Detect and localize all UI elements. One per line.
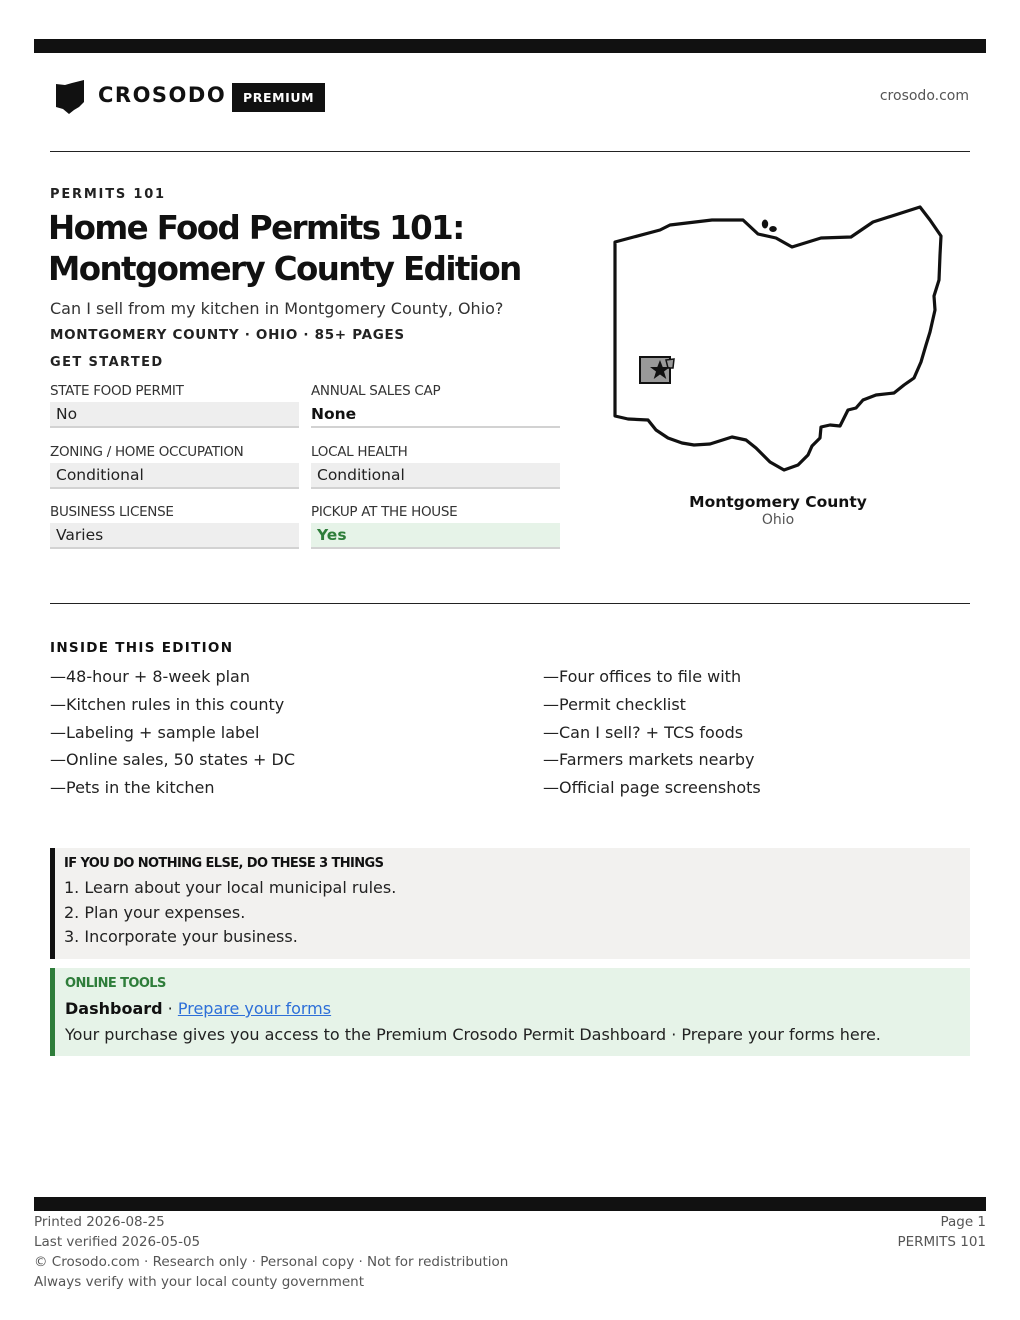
ohio-state-shape-icon xyxy=(55,80,85,114)
footer-right xyxy=(897,1212,986,1252)
inside-edition-list-left xyxy=(50,665,295,804)
edition-meta: MONTGOMERY COUNTY · OHIO · 85+ PAGES xyxy=(50,327,405,343)
map-caption xyxy=(608,493,948,528)
top-rule-bar xyxy=(34,39,986,53)
get-started-label: GET STARTED xyxy=(50,355,164,370)
field-label: ANNUAL SALES CAP xyxy=(311,383,441,399)
list-item: —Farmers markets nearby xyxy=(543,750,755,770)
list-item: —Kitchen rules in this county xyxy=(50,694,285,714)
field-pickup-at-house xyxy=(311,502,560,549)
eyebrow-label: PERMITS 101 xyxy=(50,187,166,202)
premium-badge: PREMIUM xyxy=(232,83,325,112)
dashboard-description: Your purchase gives you access to the Premium Crosodo Permit Dashboard · Prepare your forms here. xyxy=(65,1025,881,1044)
printed-date: Printed 2026-08-25 xyxy=(34,1214,165,1230)
inside-edition-label: INSIDE THIS EDITION xyxy=(50,640,234,656)
verified-date: Last verified 2026-05-05 xyxy=(34,1234,201,1250)
list-item: —Can I sell? + TCS foods xyxy=(543,722,744,742)
page-number: Page 1 xyxy=(940,1214,986,1230)
lake-island xyxy=(769,226,777,232)
field-label: BUSINESS LICENSE xyxy=(50,504,174,520)
field-zoning-home-occupation xyxy=(50,442,299,489)
field-business-license xyxy=(50,502,299,549)
inside-edition-list-right xyxy=(543,665,761,804)
callout-title: IF YOU DO NOTHING ELSE, DO THESE 3 THINGS xyxy=(64,856,384,871)
brand-name: CROSODO xyxy=(98,83,227,107)
list-item: —Four offices to file with xyxy=(543,667,742,686)
list-item: —Permit checklist xyxy=(543,694,686,714)
list-item: —Official page screenshots xyxy=(543,778,761,798)
step-item: 1. Learn about your local municipal rules. xyxy=(64,878,397,897)
dashboard-line xyxy=(65,996,970,1022)
ohio-outline xyxy=(615,207,941,470)
header xyxy=(50,78,970,116)
step-item: 3. Incorporate your business. xyxy=(64,927,298,947)
footer-left xyxy=(34,1212,508,1292)
field-local-health xyxy=(311,442,560,489)
page-title xyxy=(48,208,608,290)
footer-section: PERMITS 101 xyxy=(897,1234,986,1250)
separator: · xyxy=(162,999,178,1018)
field-annual-sales-cap xyxy=(311,381,560,428)
online-tools-callout xyxy=(50,968,970,1056)
copyright-note: © Crosodo.com · Research only · Personal copy · Not for redistribution xyxy=(34,1254,509,1270)
dashboard-label: Dashboard xyxy=(65,999,163,1018)
ohio-state-map xyxy=(608,200,948,475)
page-subtitle: Can I sell from my kitchen in Montgomery County, Ohio? xyxy=(50,299,504,318)
three-things-callout xyxy=(50,848,970,959)
list-item: —Online sales, 50 states + DC xyxy=(50,750,296,770)
field-value: No xyxy=(50,402,299,428)
field-label: ZONING / HOME OCCUPATION xyxy=(50,444,244,460)
list-item: —48-hour + 8-week plan xyxy=(50,667,250,686)
field-value: Conditional xyxy=(311,463,560,489)
section-divider xyxy=(50,603,970,604)
field-label: LOCAL HEALTH xyxy=(311,444,408,460)
lake-island xyxy=(762,220,768,229)
map-county-name: Montgomery County xyxy=(689,493,867,511)
page-title-line-2: Montgomery County Edition xyxy=(48,250,521,288)
field-label: PICKUP AT THE HOUSE xyxy=(311,504,458,520)
verify-disclaimer: Always verify with your local county government xyxy=(34,1274,364,1290)
map-state-name: Ohio xyxy=(761,512,795,528)
field-label: STATE FOOD PERMIT xyxy=(50,383,184,399)
bottom-rule-bar xyxy=(34,1197,986,1211)
list-item: —Pets in the kitchen xyxy=(50,778,215,798)
page-title-line-1: Home Food Permits 101: xyxy=(48,209,464,247)
callout-title: ONLINE TOOLS xyxy=(65,976,166,991)
field-value: None xyxy=(311,402,560,428)
field-value: Varies xyxy=(50,523,299,549)
step-item: 2. Plan your expenses. xyxy=(64,902,246,922)
prepare-forms-link[interactable]: Prepare your forms xyxy=(177,999,332,1018)
header-divider xyxy=(50,151,970,152)
field-value: Conditional xyxy=(50,463,299,489)
field-value: Yes xyxy=(311,523,560,549)
list-item: —Labeling + sample label xyxy=(50,722,260,742)
county-notch xyxy=(666,359,674,368)
site-url[interactable]: crosodo.com xyxy=(879,88,969,104)
field-state-food-permit xyxy=(50,381,299,428)
